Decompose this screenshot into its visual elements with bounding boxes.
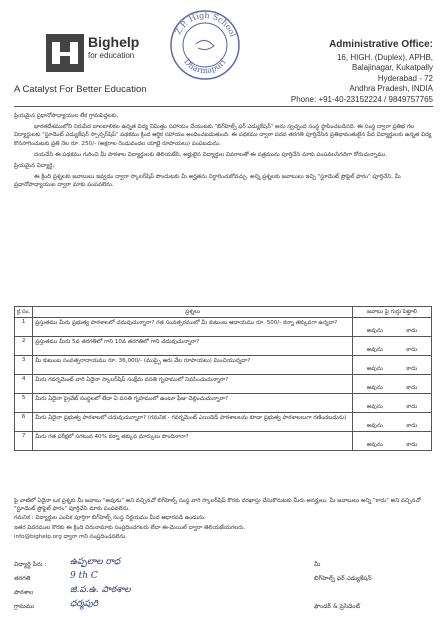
office-phone: Phone: +91-40-23152224 / 9849757765: [290, 95, 433, 104]
row-question: మీరు ఏదైనా ప్రైవేట్ సంస్థలలో లేదా ఏ వసతి గృహములో ఉంటూ ఫీజు చెల్లించుచున్నారా?: [33, 394, 353, 413]
village-value[interactable]: ధర్మపురి: [70, 599, 99, 609]
row-number: 7: [15, 432, 33, 451]
col-header-answer: జవాబు పై గుర్తు పెట్టాలి: [353, 307, 432, 318]
row-question: మీ కుటుంబ సంవత్సరాదాయము రూ. 36,000/- (ముప్పై ఆరు వేల రూపాయలు) మించియున్నదా?: [33, 356, 353, 375]
school-label: పాఠశాల: [14, 589, 34, 596]
header-divider: [14, 106, 433, 107]
paragraph: ఇతర వివరముల కొరకు ఈ క్రింది చిరునామాకు సంప్రదించగలరు లేదా ఈ-మెయిల్ ద్వారా తెలియజేయగలరు.: [14, 524, 246, 531]
note: గమనిక : విద్యార్థుల ఎంపిక పూర్తిగా బిగ్‌హెల్ప్ సంస్థ నిర్ణయము మీద ఆధారపడి ఉండును.: [14, 515, 206, 522]
answer-no[interactable]: కాదు: [406, 366, 418, 372]
table-row: [15, 337, 432, 356]
school-value[interactable]: జి.ప.ఉ. పాఠశాల: [70, 585, 131, 595]
paragraph: దయచేసి ఈ పథకము గురించి మీ పాఠశాల విద్యార్థులకు తెలియజేసి, అర్హులైన విద్యార్థుల వివరాలతో ఈ పత్రమును పూర్తిచేసి మాకు పంపవలసినదిగా కోరుచున్నాము.: [34, 151, 388, 158]
row-question: మీరు గత పరీక్షలో సగటున 40% కన్నా తక్కువ మార్కులు పొందినారా?: [33, 432, 353, 451]
row-number: 5: [15, 394, 33, 413]
row-answer: [353, 432, 432, 451]
student-name-value[interactable]: ఉప్పలాల రాధ: [70, 557, 121, 567]
salutation: ప్రియమైన ప్రధానోపాధ్యాయుల లేక గ్రామపెద్దలకు,: [14, 113, 119, 119]
answer-no[interactable]: కాదు: [406, 385, 418, 391]
eligibility-table: [14, 306, 432, 451]
letter-body: [14, 112, 433, 193]
letter-footer: [14, 497, 433, 542]
answer-no[interactable]: కాదు: [406, 347, 418, 353]
stamp-line2: Dharmapuri: [182, 57, 228, 76]
table-row: [15, 432, 432, 451]
email-line: info@bighelp.org ద్వారా గాని సంప్రదించవలెను.: [14, 533, 128, 540]
village-label: గ్రామము: [14, 603, 35, 610]
col-header-questions: ప్రశ్నలు: [33, 307, 353, 318]
office-line: Balajinagar, Kukatpally: [352, 63, 433, 73]
salutation-student: ప్రియమైన విద్యార్థి,: [14, 163, 55, 170]
row-answer: [353, 318, 432, 337]
office-address: [233, 40, 433, 95]
answer-yes[interactable]: అవును: [366, 423, 383, 429]
row-question: మీరు ఏదైనా ప్రభుత్వ పాఠశాలలో చదువుచున్నారా? (గమనిక - గవర్నమెంట్ ఎయిడెడ్ పాఠశాలలను కూడా ప్రభుత్వ పాఠశాలలుగా గణించబడును): [33, 413, 353, 432]
office-line: Andhra Pradesh, INDIA: [349, 84, 433, 94]
form-row: [14, 599, 434, 617]
table-header-row: [15, 307, 432, 318]
office-line: Hyderabad - 72: [377, 73, 433, 83]
answer-no[interactable]: కాదు: [406, 404, 418, 410]
answer-yes[interactable]: అవును: [366, 404, 383, 410]
row-number: 3: [15, 356, 33, 375]
table-row: [15, 375, 432, 394]
class-value[interactable]: 9 th C: [70, 571, 98, 581]
answer-no[interactable]: కాదు: [406, 423, 418, 429]
answer-yes[interactable]: అవును: [366, 347, 383, 353]
catalyst-slogan: A Catalyst For Better Education: [14, 84, 147, 95]
brand-tagline: for education: [88, 51, 135, 60]
row-answer: [353, 337, 432, 356]
answer-yes[interactable]: అవును: [366, 385, 383, 391]
answer-yes[interactable]: అవును: [366, 328, 383, 334]
stamp-line1: Z.P. High School: [173, 10, 238, 38]
table-row: [15, 318, 432, 337]
class-label: తరగతి: [14, 575, 31, 582]
org-signature: బిగ్‌హెల్ప్ ఫర్ ఎడ్యుకేషన్: [314, 575, 372, 582]
row-number: 6: [15, 413, 33, 432]
closing-line: మీ: [314, 561, 321, 568]
svg-text:Z.P. High School: [174, 11, 238, 38]
row-number: 4: [15, 375, 33, 394]
brand-name: Bighelp: [88, 34, 140, 50]
bighelp-logo-icon: [46, 34, 84, 72]
answer-yes[interactable]: అవును: [366, 442, 383, 448]
row-question: ప్రస్తుతము మీరు ప్రభుత్వ పాఠశాలలో చదువుచున్నారా? గత సంవత్సరములో మీ కుటుంబ ఆదాయము రూ. 500/- కన్నా తక్కువగా ఉన్నదా?: [33, 318, 353, 337]
founder-title: ఫౌండర్ & ప్రెసిడెంట్: [314, 603, 361, 610]
row-number: 2: [15, 337, 33, 356]
table-row: [15, 356, 432, 375]
paragraph: భారతదేశములోని నిరుపేద బాలబాలికల ఉన్నత విద్య నిమిత్తం సహాయం చేయుటకు "బిగ్‌హెల్ప్ ఫర్ ఎడ్యుకేషన్" అను స్వచ్ఛంద సంస్థ స్థాపించబడినది. ఈ సంస్థ ద్వారా ప్రతిభ గల విద్యార్థులకు "స్టూడెంట్ ఎడ్యుకేషన్ స్పాన్సర్‌షిప్" పథకము క్రింద ఆర్థిక సహాయం అందించబడుతుంది. ఈ పథకము ద్వారా పదవ తరగతి పూర్తిచేసిన ప్రతిభావంతులైన పేద విద్యార్థులకు ఉన్నత విద్య కొనసాగించుటకు ప్రతి నెల రూ. 250/- (అక్షరాల రెండువందల యాభై రూపాయలు) పంపబడును.: [14, 124, 432, 147]
table-row: [15, 394, 432, 413]
row-number: 1: [15, 318, 33, 337]
office-heading: Administrative Office:: [329, 39, 433, 50]
answer-no[interactable]: కాదు: [406, 442, 418, 448]
answer-yes[interactable]: అవును: [366, 366, 383, 372]
paragraph: ఈ క్రింది ప్రశ్నలకు జవాబులు ఇవ్వడం ద్వారా స్కాలర్‌షిప్ పొందుటకు మీ అర్హతను నిర్ధారించుకోవచ్చు. అన్ని ప్రశ్నలకు జవాబులు ఇచ్చి "స్టూడెంట్ ప్రొఫైల్ ఫారం" పూర్తిచేసి, మీ ప్రధానోపాధ్యాయుల ద్వారా మాకు పంపవలెను.: [14, 174, 401, 189]
row-question: మీరు గవర్నమెంట్ వారి ఏదైనా స్కాలర్‌షిప్ సంక్షేమ వసతి గృహములో నివసించుచున్నారా?: [33, 375, 353, 394]
office-line: 16, HIGH. (Duplex), APHB,: [336, 52, 433, 62]
row-answer: [353, 413, 432, 432]
answer-no[interactable]: కాదు: [406, 328, 418, 334]
svg-text:Dharmapuri: [182, 57, 227, 75]
row-question: ప్రస్తుతము మీరు 5వ తరగతిలో గాని 10వ తరగతిలో గాని చదువుచున్నారా?: [33, 337, 353, 356]
col-header-sno: క్ర.సం.: [15, 307, 33, 318]
student-name-label: విద్యార్థి పేరు :: [14, 561, 47, 568]
row-answer: [353, 394, 432, 413]
brand-block: [88, 34, 139, 60]
row-answer: [353, 356, 432, 375]
school-stamp: [168, 8, 242, 82]
paragraph: పై వాటిలో ఏదైనా ఒక ప్రశ్నకు మీ జవాబు "అవును" అని వచ్చినచో బిగ్‌హెల్ప్ సంస్థ వారి స్కాలర్‌షిప్ కొరకు దరఖాస్తు చేసుకొనుటకు మీరు అనర్హులు. మీ జవాబులు అన్ని "కాదు" అని వచ్చినచో "స్టూడెంట్ ప్రొఫైల్ ఫారం" పూర్తిచేసి మాకు పంపవలెను.: [14, 498, 421, 513]
row-answer: [353, 375, 432, 394]
table-row: [15, 413, 432, 432]
